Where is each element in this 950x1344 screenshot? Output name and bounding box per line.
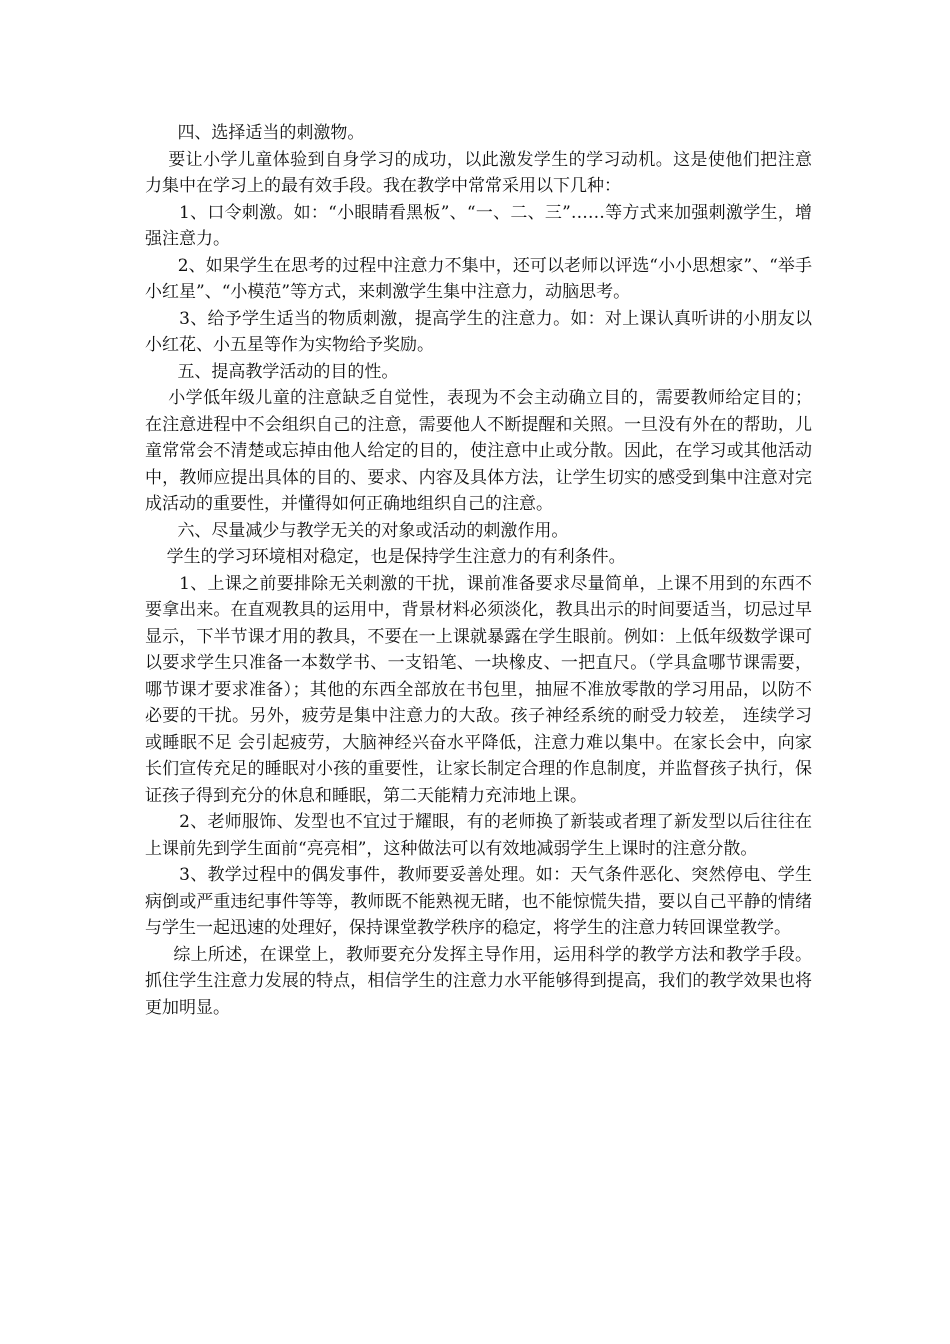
heading-four: 四、选择适当的刺激物。 xyxy=(145,123,365,143)
list-item-remove-distractions: 1、上课之前要排除无关刺激的干扰，课前准备要求尽量简单，上课不用到的东西不要拿出来。在直观教具的运用中，背景材料必须淡化，教具出示的时间要适当，切忌过早显示，下半节课才用的教具，不要在一上课就暴露在学生眼前。例如：上低年级数学课可以要求学生只准备一本数学书、一支铅笔、一块橡皮、一把直尺。（学具盒哪节课需要，哪节课才要求准备）；其他的东西全部放在书包里，抽屉不准放零散的学习用品，以防不必要的干扰。另外，疲劳是集中注意力的大敌。孩子神经系统的耐受力较差， 连续学习或睡眠不足 会引起疲劳，大脑神经兴奋水平降低，注意力难以集中。在家长会中，向家长们宣传充足的睡眠对小孩的重要性，让家长制定合理的作息制度，并监督孩子执行，保证孩子得到充分的休息和睡眠，第二天能精力充沛地上课。 xyxy=(145,573,812,806)
paragraph-environment: 学生的学习环境相对稳定，也是保持学生注意力的有利条件。 xyxy=(145,547,626,567)
paragraph-conclusion: 综上所述，在课堂上，教师要充分发挥主导作用，运用科学的教学方法和教学手段。抓住学生注意力发展的特点，相信学生的注意力水平能够得到提高，我们的教学效果也将更加明显。 xyxy=(145,944,812,1018)
list-item-verbal-stimulus: 1、口令刺激。如：“小眼睛看黑板”、“一、二、三”……等方式来加强刺激学生，增强注意力。 xyxy=(145,202,812,249)
heading-five: 五、提高教学活动的目的性。 xyxy=(145,361,399,382)
heading-six: 六、尽量减少与教学无关的对象或活动的刺激作用。 xyxy=(145,520,569,541)
document-body xyxy=(145,120,812,1021)
list-item-honor-stimulus: 2、如果学生在思考的过程中注意力不集中，还可以老师以评选“小小思想家”、“举手小红星”、“小模范”等方式，来刺激学生集中注意力，动脑思考。 xyxy=(145,255,812,302)
list-item-teacher-appearance: 2、老师服饰、发型也不宜过于耀眼，有的老师换了新装或者理了新发型以后往往在上课前先到学生面前“亮亮相”，这种做法可以有效地减弱学生上课时的注意分散。 xyxy=(145,812,812,859)
list-item-material-stimulus: 3、给予学生适当的物质刺激，提高学生的注意力。如：对上课认真听讲的小朋友以小红花、小五星等作为实物给予奖励。 xyxy=(145,308,812,355)
list-item-incidents: 3、教学过程中的偶发事件，教师要妥善处理。如：天气条件恶化、突然停电、学生病倒或严重违纪事件等等，教师既不能熟视无睹，也不能惊慌失措，要以自己平静的情绪与学生一起迅速的处理好，保持课堂教学秩序的稳定，将学生的注意力转回课堂教学。 xyxy=(145,865,812,938)
paragraph-intro-stimulus: 要让小学儿童体验到自身学习的成功，以此激发学生的学习动机。这是使他们把注意力集中在学习上的最有效手段。我在教学中常常采用以下几种： xyxy=(145,149,813,196)
paragraph-purposefulness: 小学低年级儿童的注意缺乏自觉性，表现为不会主动确立目的，需要教师给定目的；在注意进程中不会组织自己的注意，需要他人不断提醒和关照。一旦没有外在的帮助，儿童常常会不清楚或忘掉由他人给定的目的，使注意中止或分散。因此，在学习或其他活动中，教师应提出具体的目的、要求、内容及具体方法，让学生切实的感受到集中注意对完成活动的重要性，并懂得如何正确地组织自己的注意。 xyxy=(145,388,813,514)
